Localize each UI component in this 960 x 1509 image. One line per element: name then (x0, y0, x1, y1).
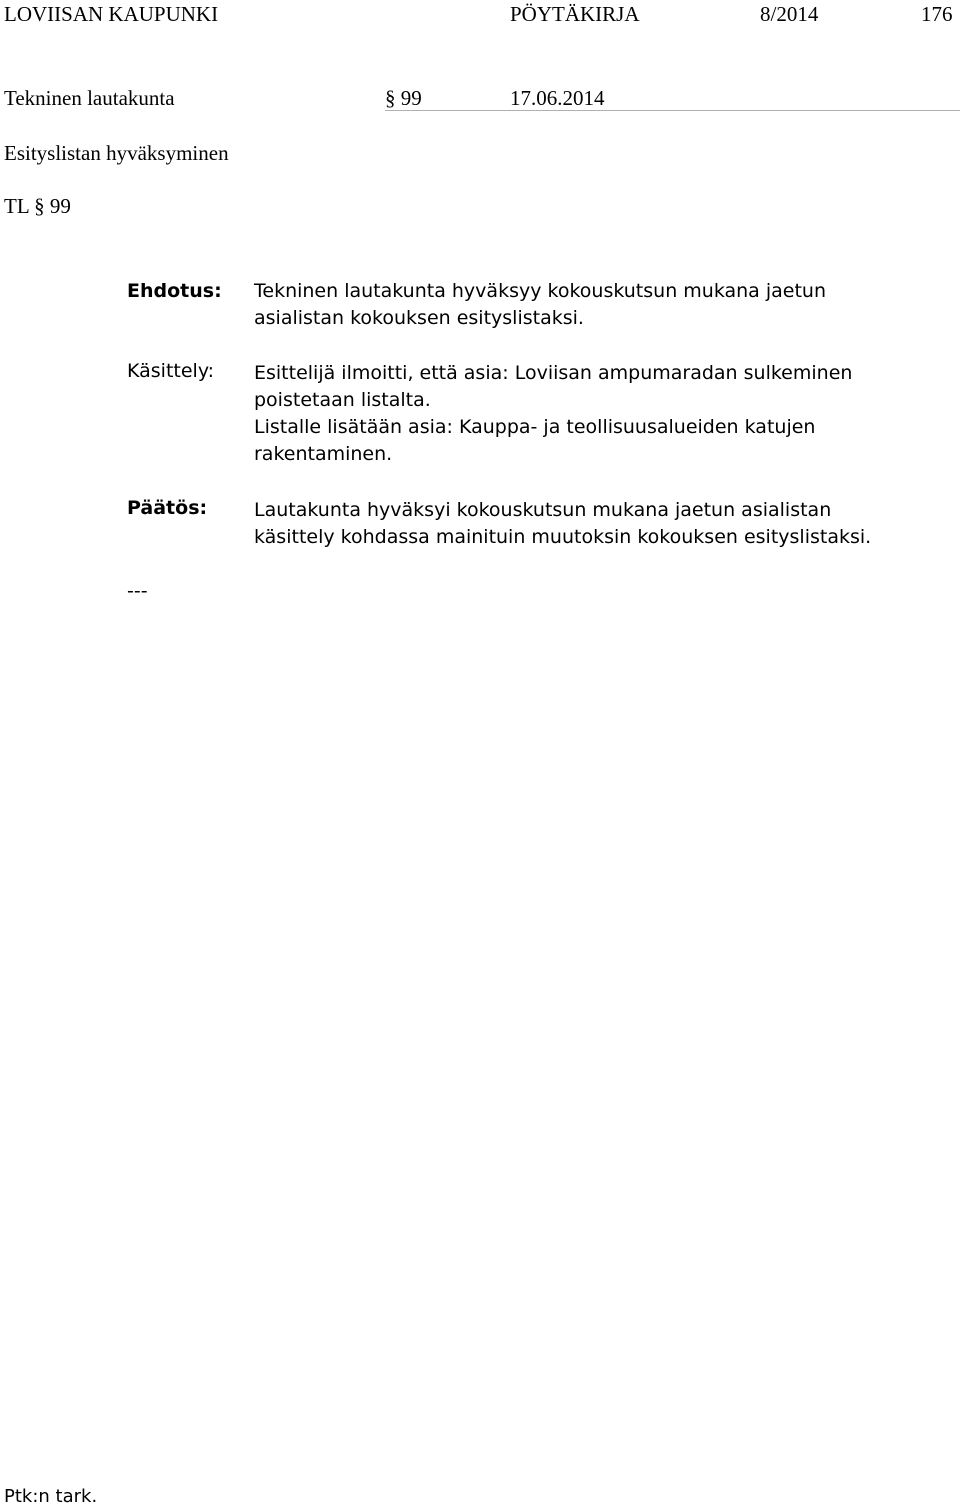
decision-line: käsittely kohdassa mainituin muutoksin kokouksen esityslistaksi. (254, 526, 872, 548)
handling-line: rakentaminen. (254, 443, 393, 465)
proposal-line: Tekninen lautakunta hyväksyy kokouskutsun mukana jaetun (254, 280, 827, 302)
proposal-label: Ehdotus: (127, 280, 222, 302)
meeting-date: 17.06.2014 (510, 86, 605, 110)
page-number: 176 (921, 2, 953, 26)
section-number: § 99 (385, 86, 422, 110)
handling-label: Käsittely: (127, 360, 215, 382)
section-separator: --- (127, 580, 148, 602)
handling-line: Esittelijä ilmoitti, että asia: Loviisan ampumaradan sulkeminen (254, 362, 853, 384)
decision-label: Päätös: (127, 497, 208, 519)
meeting-number: 8/2014 (760, 2, 819, 26)
handling-text (254, 360, 944, 468)
decision-text (254, 497, 944, 551)
committee-name: Tekninen lautakunta (4, 86, 175, 110)
proposal-line: asialistan kokouksen esityslistaksi. (254, 307, 584, 329)
document-type: PÖYTÄKIRJA (510, 2, 640, 26)
header-rule (385, 110, 960, 111)
handling-line: Listalle lisätään asia: Kauppa- ja teollisuusalueiden katujen (254, 416, 816, 438)
organization-name: LOVIISAN KAUPUNKI (4, 2, 219, 26)
handling-line: poistetaan listalta. (254, 389, 431, 411)
proposal-text (254, 278, 944, 332)
item-title: Esityslistan hyväksyminen (4, 141, 229, 165)
item-reference: TL § 99 (4, 194, 71, 218)
minutes-verification-label: Ptk:n tark. (4, 1486, 98, 1507)
decision-line: Lautakunta hyväksyi kokouskutsun mukana jaetun asialistan (254, 499, 832, 521)
